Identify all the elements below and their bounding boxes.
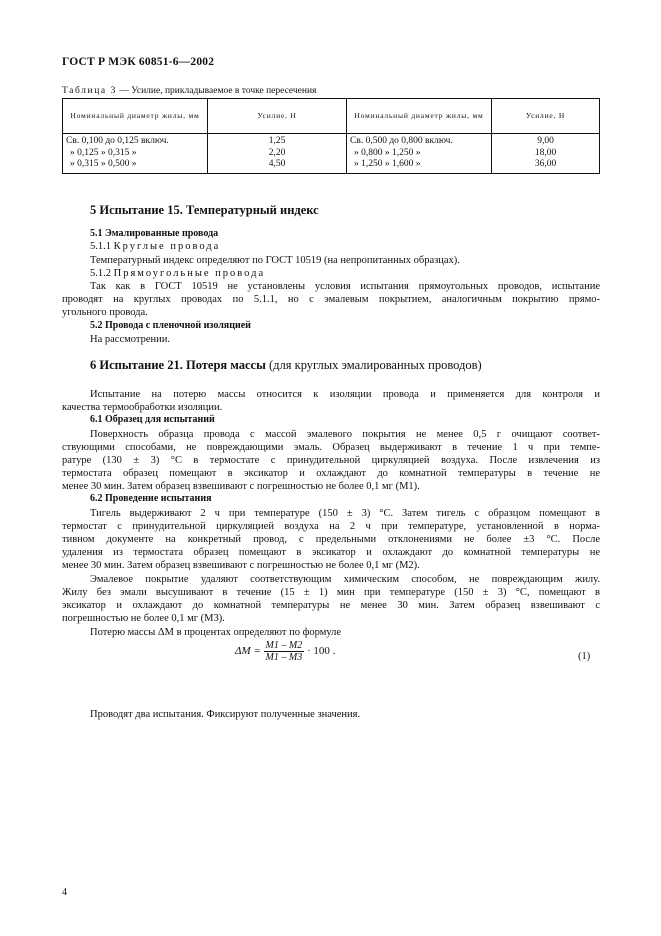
force-value: 18,00 <box>534 147 557 158</box>
paragraph-line: Тигель выдерживают 2 ч при температуре (150 ± 3) °С. Затем тигель с образцом помещают в <box>90 508 600 519</box>
subsection-5-1-title: 5.1 Эмалированные провода <box>90 228 219 239</box>
force-table <box>62 98 600 174</box>
section-6-title-suffix: (для круглых эмалированных проводов) <box>268 358 482 372</box>
table-header-force-right: Усилие, Н <box>492 99 600 134</box>
formula-lhs: ΔM = <box>235 645 261 658</box>
table-caption-text: — Усилие, прикладываемое в точке пересечения <box>117 86 317 96</box>
paragraph-line: менее 30 мин. Затем образец взвешивают с погрешностью не более 0,1 мг (M2). <box>62 560 420 571</box>
paragraph-line: ратуре (130 ± 3) °С в термостате с принудительной циркуляцией воздуха. После извлечения из <box>62 455 600 466</box>
paragraph-line: термостата образец помещают в эксикатор и охлаждают до комнатной температуры в течение не <box>62 468 600 479</box>
paragraph-line: удаления из термостата образец помещают в эксикатор и охлаждают до комнатной температуры не <box>62 547 600 558</box>
subsection-6-1-title: 6.1 Образец для испытаний <box>90 414 215 425</box>
subsection-5-2-title: 5.2 Провода с пленочной изоляцией <box>90 320 251 331</box>
range-line: » 0,800 » 1,250 » <box>354 147 421 158</box>
formula-rhs: · 100 . <box>306 645 336 658</box>
clause-number: 5.1.1 <box>90 241 111 252</box>
closing-paragraph: Проводят два испытания. Фиксируют полученные значения. <box>90 709 361 720</box>
paragraph-line: Испытание на потерю массы относится к изоляции провода и применяется для контроля и <box>90 389 600 400</box>
table-caption <box>62 86 316 96</box>
subsection-6-2-title: 6.2 Проведение испытания <box>90 493 212 504</box>
paragraph-line: Жилу без эмали высушивают в течение (15 ± 1) мин при температуре (150 ± 3) °С, помещают в <box>62 587 600 598</box>
subsection-5-1-1-heading <box>90 240 600 253</box>
section-6-title-main: 6 Испытание 21. Потеря массы <box>90 358 266 372</box>
paragraph-line: проводят на круглых проводах по 5.1.1, но с эмалевым покрытием, аналогичным покрытию прямо- <box>62 294 600 305</box>
table-header-diameter-left: Номинальный диаметр жилы, мм <box>63 99 208 134</box>
force-value: 1,25 <box>268 136 286 146</box>
paragraph-line: погрешностью не более 0,1 мг (M3). <box>62 613 225 624</box>
range-line: » 0,125 » 0,315 » <box>70 147 137 158</box>
paragraph-line: тивном документе на конкретный провод, с предельными отклонениями не более ±3 °С. После <box>62 534 600 545</box>
clause-title: Круглые провода <box>113 241 221 252</box>
range-line: » 1,250 » 1,600 » <box>354 159 421 169</box>
range-line: Св. 0,100 до 0,125 включ. <box>66 136 169 146</box>
table-cell-range-right <box>347 134 492 174</box>
paragraph-line: эксикатор и охлаждают до комнатной температуры не менее 30 мин. Затем образец взвешивают с <box>62 600 600 611</box>
clause-title: Прямоугольные провода <box>113 268 266 279</box>
table-cell-force-right <box>492 134 600 174</box>
paragraph-line: Поверхность образца провода с массой эмалевого покрытия не менее 0,5 г очищают соответ- <box>90 429 600 440</box>
paragraph-line: термостат с принудительной циркуляцией воздуха на 2 ч при температуре, установленной в норма- <box>62 521 600 532</box>
paragraph-line: менее 30 мин. Затем образец взвешивают с погрешностью не более 0,1 мг (M1). <box>62 481 420 492</box>
paragraph-line: Так как в ГОСТ 10519 не установлены условия испытания прямоугольных проводов, испытание <box>90 281 600 292</box>
clause-number: 5.1.2 <box>90 268 111 279</box>
force-value: 2,20 <box>268 147 286 158</box>
force-value: 4,50 <box>268 159 286 169</box>
paragraph-line: ствующими способами, не повреждающими эмаль. Образец выдерживают в течение 1 ч при темпе- <box>62 442 600 453</box>
formula-denominator: M1 – M3 <box>265 652 303 663</box>
paragraph: На рассмотрении. <box>90 334 170 345</box>
table-caption-label: Таблица 3 <box>62 86 118 96</box>
paragraph: Температурный индекс определяют по ГОСТ 10519 (на непропитанных образцах). <box>90 255 460 266</box>
range-line: » 0,315 » 0,500 » <box>70 159 137 169</box>
force-value: 9,00 <box>537 136 554 146</box>
range-line: Св. 0,500 до 0,800 включ. <box>350 136 453 146</box>
paragraph-line: качества термообработки изоляции. <box>62 402 223 413</box>
mass-loss-formula <box>235 640 335 663</box>
document-header: ГОСТ Р МЭК 60851-6—2002 <box>62 56 215 68</box>
section-5-title: 5 Испытание 15. Температурный индекс <box>90 203 319 217</box>
force-value: 36,00 <box>534 159 557 169</box>
formula-numerator: M1 – M2 <box>265 640 303 651</box>
table-cell-force-left <box>208 134 347 174</box>
page-number: 4 <box>62 887 67 898</box>
table-header-diameter-right: Номинальный диаметр жилы, мм <box>347 99 492 134</box>
table-cell-range-left <box>63 134 208 174</box>
paragraph-line: Эмалевое покрытие удаляют соответствующим химическим способом, не повреждающим жилу. <box>90 574 600 585</box>
formula-fraction <box>264 640 305 663</box>
table-row <box>63 134 600 174</box>
paragraph-line: угольного провода. <box>62 307 148 318</box>
table-header-force-left: Усилие, Н <box>208 99 347 134</box>
formula-number: (1) <box>578 651 591 662</box>
section-6-title <box>90 358 482 373</box>
subsection-5-1-2-heading <box>90 267 600 280</box>
formula-intro: Потерю массы ΔM в процентах определяют по формуле <box>90 627 342 638</box>
